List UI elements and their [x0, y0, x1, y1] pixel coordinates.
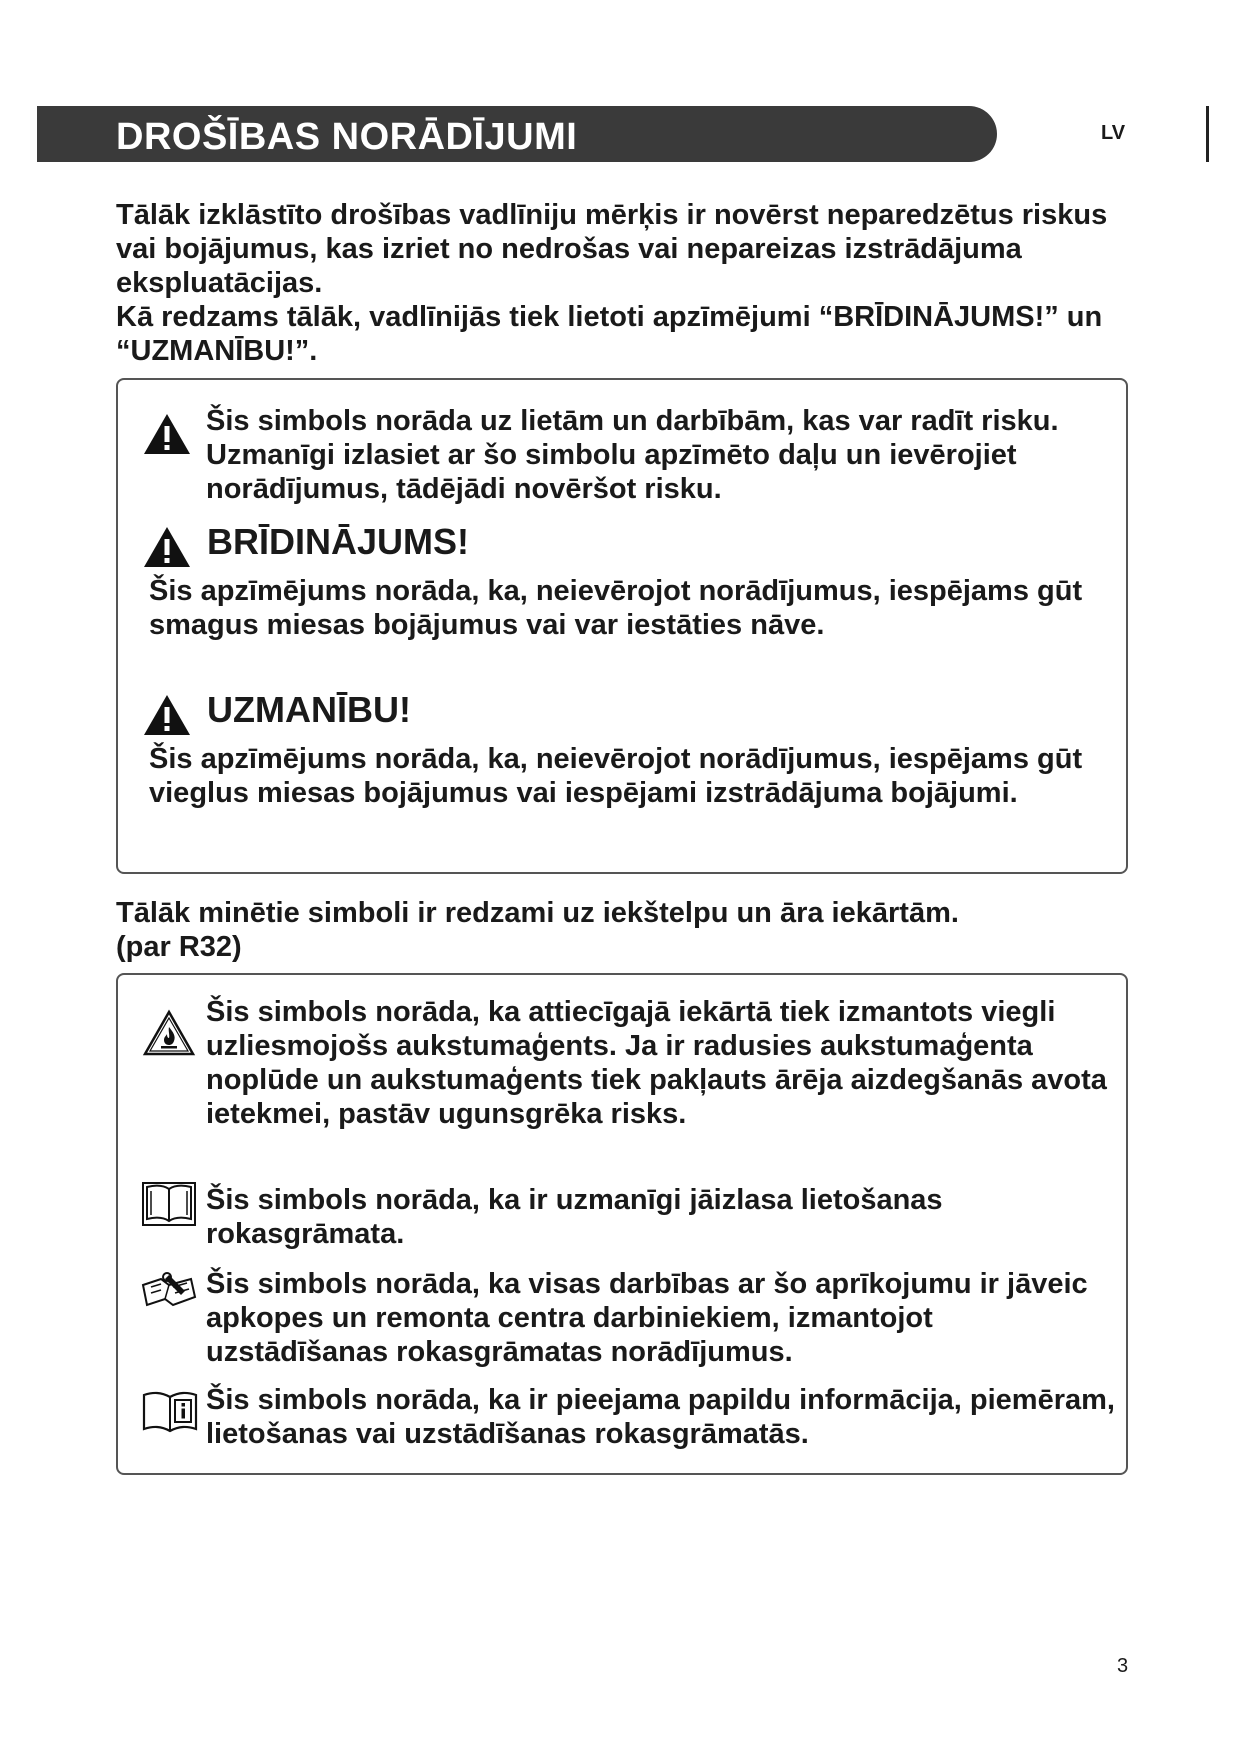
- warning-triangle-icon: [142, 693, 192, 737]
- info-description: Šis simbols norāda, ka ir pieejama papildu informācija, piemēram, lietošanas vai uzstādīšanas rokasgrāmatās.: [206, 1384, 1115, 1450]
- flammable-description: Šis simbols norāda, ka attiecīgajā iekārtā tiek izmantots viegli uzliesmojošs aukstumaģents. Ja ir radusies aukstumaģenta noplūde un aukstumaģents tiek pakļauts ārēja aizdegšanās avota ietekmei, pastāv ugunsgrēka risks.: [206, 996, 1107, 1130]
- warning-legend-box: [116, 378, 1128, 874]
- warning-description: Šis apzīmējums norāda, ka, neievērojot norādījumus, iespējams gūt smagus miesas bojājumus vai var iestāties nāve.: [149, 575, 1083, 641]
- language-code: LV: [1101, 122, 1126, 144]
- manual-book-icon: [141, 1179, 197, 1227]
- warning-triangle-icon: [142, 525, 192, 569]
- title-bar: [37, 106, 997, 162]
- page-number: 3: [1117, 1655, 1129, 1677]
- symbol-description: Šis simbols norāda uz lietām un darbībām, kas var radīt risku. Uzmanīgi izlasiet ar šo simbolu apzīmēto daļu un ievērojiet norādījumus, tādējādi novēršot risku.: [206, 405, 1059, 505]
- intro-paragraph-2: Kā redzams tālāk, vadlīnijās tiek lietoti apzīmējumi “BRĪDINĀJUMS!” un “UZMANĪBU!”.: [116, 301, 1103, 367]
- service-manual-icon: [139, 1271, 199, 1313]
- symbols-intro-line-1: Tālāk minētie simboli ir redzami uz iekštelpu un āra iekārtām.: [116, 897, 959, 929]
- caution-heading: UZMANĪBU!: [207, 689, 411, 730]
- intro-text: [116, 198, 1116, 368]
- symbols-legend-box: [116, 973, 1128, 1475]
- page-title: DROŠĪBAS NORĀDĪJUMI: [116, 116, 578, 158]
- flammable-icon: [142, 1009, 196, 1057]
- caution-description: Šis apzīmējums norāda, ka, neievērojot norādījumus, iespējams gūt vieglus miesas bojājumus vai iespējami izstrādājuma bojājumi.: [149, 743, 1083, 809]
- intro-paragraph-1: Tālāk izklāstīto drošības vadlīniju mērķis ir novērst neparedzētus riskus vai bojājumus, kas izriet no nedrošas vai nepareizas izstrādājuma ekspluatācijas.: [116, 199, 1108, 299]
- info-book-icon: [141, 1389, 199, 1433]
- warning-heading: BRĪDINĀJUMS!: [207, 521, 470, 562]
- side-divider: [1206, 106, 1209, 162]
- symbols-intro-line-2: (par R32): [116, 931, 242, 963]
- service-description: Šis simbols norāda, ka visas darbības ar šo aprīkojumu ir jāveic apkopes un remonta centra darbiniekiem, izmantojot uzstādīšanas rokasgrāmatas norādījumus.: [206, 1268, 1088, 1368]
- warning-triangle-icon: [142, 412, 192, 456]
- symbols-intro: [116, 896, 1116, 964]
- manual-description: Šis simbols norāda, ka ir uzmanīgi jāizlasa lietošanas rokasgrāmata.: [206, 1184, 943, 1250]
